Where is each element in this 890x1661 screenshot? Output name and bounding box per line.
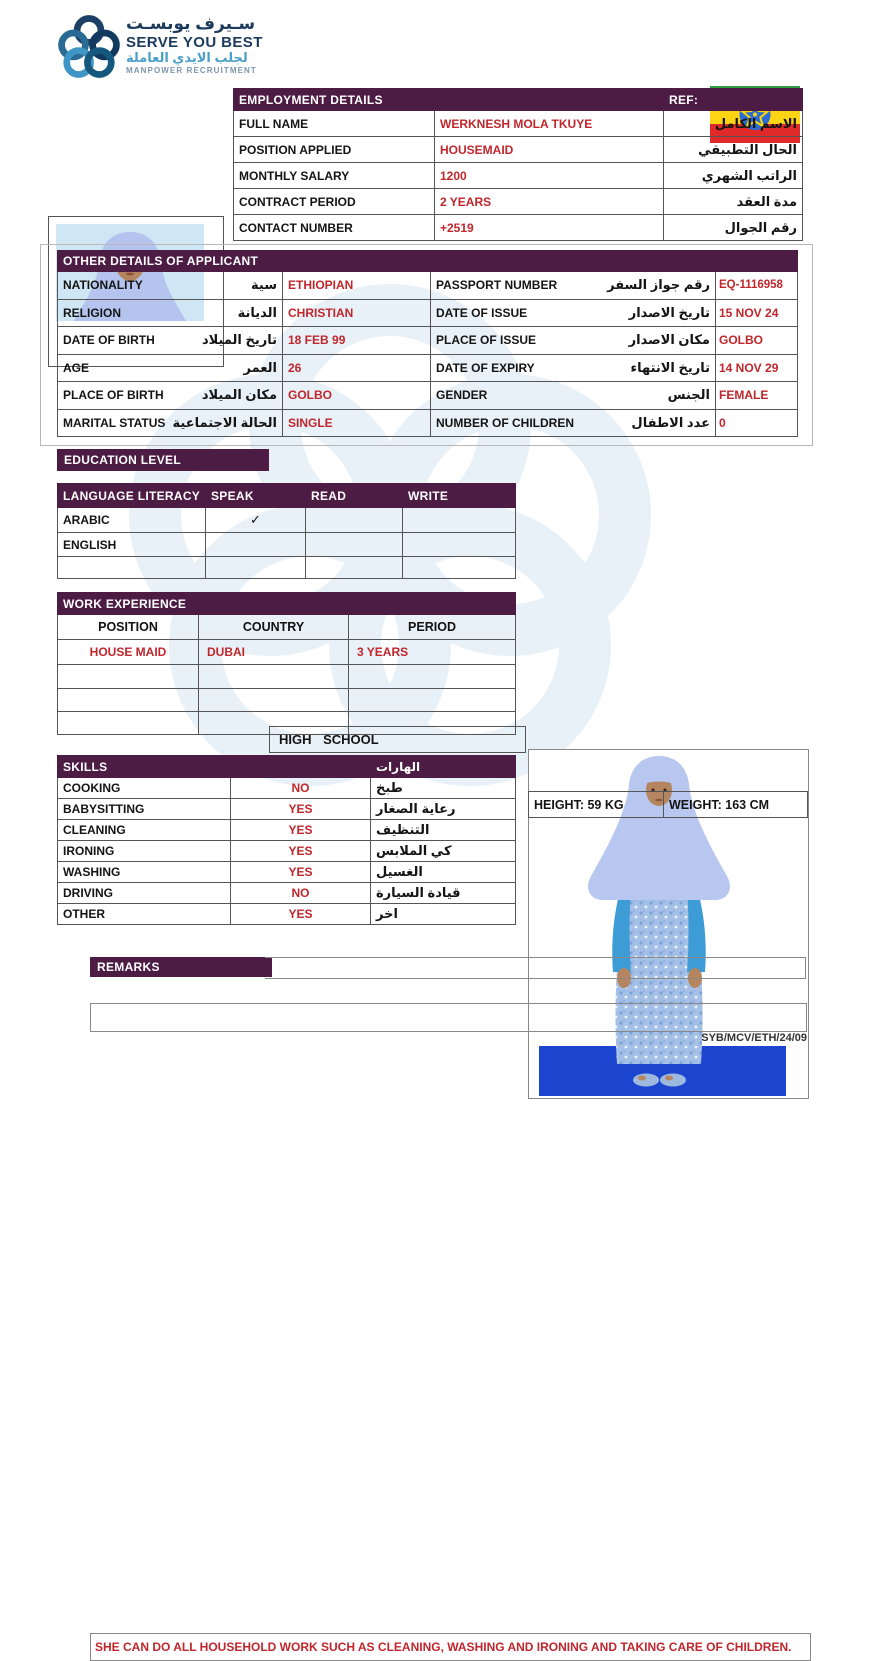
speak-cell (206, 557, 306, 579)
field-label: MARITAL STATUS (63, 415, 166, 430)
logo-name-english: SERVE YOU BEST (126, 33, 263, 51)
write-column-header: WRITE (403, 484, 516, 508)
field-label: DATE OF BIRTH (63, 333, 155, 348)
skill-label: COOKING (58, 778, 231, 799)
logo-tagline-english: MANPOWER RECRUITMENT (126, 65, 257, 75)
write-cell (403, 557, 516, 579)
position-cell (58, 689, 199, 712)
table-row (234, 111, 803, 137)
field-label: NATIONALITY (63, 278, 143, 293)
logo-tagline-arabic: لجلب الايدي العاملة (126, 49, 248, 65)
remarks-empty-row (90, 1003, 807, 1032)
field-label: PASSPORT NUMBER (436, 278, 558, 293)
position-cell: HOUSE MAID (58, 640, 199, 665)
position-cell (58, 665, 199, 689)
other-details-table (57, 250, 798, 437)
speak-checkmark: ✓ (206, 508, 306, 533)
weight-value: WEIGHT: 163 CM (664, 792, 808, 818)
country-cell (199, 712, 349, 735)
physique-table (528, 791, 808, 818)
field-value: +2519 (435, 215, 664, 241)
height-value: HEIGHT: 59 KG (529, 792, 664, 818)
skills-header-arabic: الهارات (371, 756, 516, 778)
skill-label-arabic: طبخ (371, 778, 516, 799)
table-row (58, 841, 516, 862)
field-label-arabic: الراتب الشهري (664, 163, 803, 189)
table-header-row (58, 251, 798, 272)
logo-knot-icon (60, 14, 118, 80)
language-name: ENGLISH (58, 533, 206, 557)
field-label-arabic: مدة العقد (664, 189, 803, 215)
table-row (58, 533, 516, 557)
country-cell (199, 689, 349, 712)
country-column-header: COUNTRY (199, 615, 349, 640)
field-value: 14 NOV 29 (716, 354, 798, 382)
field-label-arabic: العمر (243, 359, 277, 375)
field-label: GENDER (436, 388, 488, 403)
skill-label: OTHER (58, 904, 231, 925)
skill-label-arabic: قيادة السيارة (371, 883, 516, 904)
table-row (58, 689, 516, 712)
table-header-row (58, 484, 516, 508)
table-row (234, 215, 803, 241)
skill-label: CLEANING (58, 820, 231, 841)
table-row (58, 862, 516, 883)
remarks-header-filler (265, 957, 806, 979)
field-label-arabic: الحال التطبيقي (664, 137, 803, 163)
field-value: 18 FEB 99 (283, 327, 431, 355)
field-label: AGE (63, 360, 90, 375)
period-cell (349, 712, 516, 735)
position-cell (58, 712, 199, 735)
skill-label: DRIVING (58, 883, 231, 904)
field-label-arabic: رقم الجوال (664, 215, 803, 241)
country-cell (199, 665, 349, 689)
field-label-arabic: تاريخ الاصدار (628, 304, 710, 320)
field-value: EQ-1116958 (716, 272, 798, 300)
skill-label-arabic: التنظيف (371, 820, 516, 841)
table-row (58, 640, 516, 665)
table-row (58, 712, 516, 735)
write-cell (403, 533, 516, 557)
country-cell: DUBAI (199, 640, 349, 665)
field-value: 0 (716, 409, 798, 437)
read-cell (306, 557, 403, 579)
field-label: DATE OF ISSUE (436, 305, 528, 320)
skill-value: YES (231, 904, 371, 925)
field-label-arabic: مكان الميلاد (201, 387, 277, 403)
language-column-header: LANGUAGE LITERACY (58, 484, 206, 508)
table-row (58, 409, 798, 437)
period-column-header: PERIOD (349, 615, 516, 640)
field-label-arabic: الديانة (237, 304, 277, 320)
field-label-arabic: الاسم الكامل (664, 111, 803, 137)
employment-details-table (233, 88, 803, 241)
skills-table (57, 755, 516, 925)
skill-value: YES (231, 799, 371, 820)
table-row (58, 799, 516, 820)
field-label-arabic: تاريخ الانتهاء (630, 359, 710, 375)
work-experience-header: WORK EXPERIENCE (58, 593, 516, 615)
ref-header: REF: (664, 89, 803, 111)
table-row (58, 778, 516, 799)
table-column-header-row (58, 615, 516, 640)
position-column-header: POSITION (58, 615, 199, 640)
table-row (58, 299, 798, 327)
skill-label: WASHING (58, 862, 231, 883)
table-row (58, 557, 516, 579)
field-label-arabic: الجنس (667, 387, 710, 403)
field-label-arabic: الحالة الاجتماعية (172, 414, 277, 430)
field-label-arabic: مكان الاصدار (628, 332, 710, 348)
skill-value: YES (231, 862, 371, 883)
field-value: 2 YEARS (435, 189, 664, 215)
field-value: GOLBO (283, 382, 431, 410)
table-row (58, 354, 798, 382)
field-value: WERKNESH MOLA TKUYE (435, 111, 664, 137)
logo-name-arabic: سـيرف يوبسـت (126, 14, 256, 33)
field-label: DATE OF EXPIRY (436, 360, 535, 375)
document-reference-code: SYB/MCV/ETH/24/09 (701, 1032, 807, 1044)
language-name (58, 557, 206, 579)
education-level-value: HIGH SCHOOL (269, 726, 526, 753)
field-value: FEMALE (716, 382, 798, 410)
field-label: CONTACT NUMBER (234, 215, 435, 241)
read-column-header: READ (306, 484, 403, 508)
table-row (58, 382, 798, 410)
field-value: HOUSEMAID (435, 137, 664, 163)
skill-label-arabic: كي الملابس (371, 841, 516, 862)
skill-value: NO (231, 778, 371, 799)
remarks-header: REMARKS (90, 957, 272, 977)
field-label-arabic: سية (251, 277, 277, 293)
language-literacy-table (57, 483, 516, 579)
table-row (529, 792, 808, 818)
company-logo (60, 14, 890, 80)
field-value: 1200 (435, 163, 664, 189)
other-details-header: OTHER DETAILS OF APPLICANT (58, 251, 798, 272)
skill-label-arabic: اخر (371, 904, 516, 925)
table-row (58, 327, 798, 355)
remarks-text: SHE CAN DO ALL HOUSEHOLD WORK SUCH AS CLEANING, WASHING AND IRONING AND TAKING CARE OF CHILDREN. (90, 1633, 811, 1661)
field-label: NUMBER OF CHILDREN (436, 415, 574, 430)
speak-cell (206, 533, 306, 557)
field-label-arabic: تاريخ الميلاد (201, 332, 277, 348)
field-label-arabic: عدد الاطفال (631, 414, 710, 430)
field-value: ETHIOPIAN (283, 272, 431, 300)
field-label: PLACE OF ISSUE (436, 333, 537, 348)
language-name: ARABIC (58, 508, 206, 533)
table-row (234, 137, 803, 163)
field-label-arabic: رقم جواز السفر (607, 277, 710, 293)
skill-value: NO (231, 883, 371, 904)
field-value: GOLBO (716, 327, 798, 355)
table-row (234, 163, 803, 189)
period-cell (349, 689, 516, 712)
read-cell (306, 533, 403, 557)
field-value: 26 (283, 354, 431, 382)
table-header-row (58, 593, 516, 615)
table-header-row (58, 756, 516, 778)
field-value: CHRISTIAN (283, 299, 431, 327)
speak-column-header: SPEAK (206, 484, 306, 508)
field-label: MONTHLY SALARY (234, 163, 435, 189)
period-cell (349, 665, 516, 689)
period-cell: 3 YEARS (349, 640, 516, 665)
field-label: CONTRACT PERIOD (234, 189, 435, 215)
field-label: POSITION APPLIED (234, 137, 435, 163)
skill-value: YES (231, 820, 371, 841)
skill-label: BABYSITTING (58, 799, 231, 820)
table-row (58, 272, 798, 300)
table-row (58, 820, 516, 841)
field-value: SINGLE (283, 409, 431, 437)
skill-label-arabic: الغسيل (371, 862, 516, 883)
skill-label: IRONING (58, 841, 231, 862)
employment-details-header: EMPLOYMENT DETAILS (234, 89, 664, 111)
table-row (234, 189, 803, 215)
table-row (58, 883, 516, 904)
table-header-row (234, 89, 803, 111)
field-label: FULL NAME (234, 111, 435, 137)
field-label: PLACE OF BIRTH (63, 388, 164, 403)
field-value: 15 NOV 24 (716, 299, 798, 327)
table-row (58, 508, 516, 533)
read-cell (306, 508, 403, 533)
work-experience-table (57, 592, 516, 735)
skill-value: YES (231, 841, 371, 862)
skill-label-arabic: رعاية الصغار (371, 799, 516, 820)
field-label: RELIGION (63, 305, 122, 320)
education-level-header: EDUCATION LEVEL (57, 449, 269, 471)
write-cell (403, 508, 516, 533)
table-row (58, 904, 516, 925)
table-row (58, 665, 516, 689)
skills-header: SKILLS (58, 756, 371, 778)
